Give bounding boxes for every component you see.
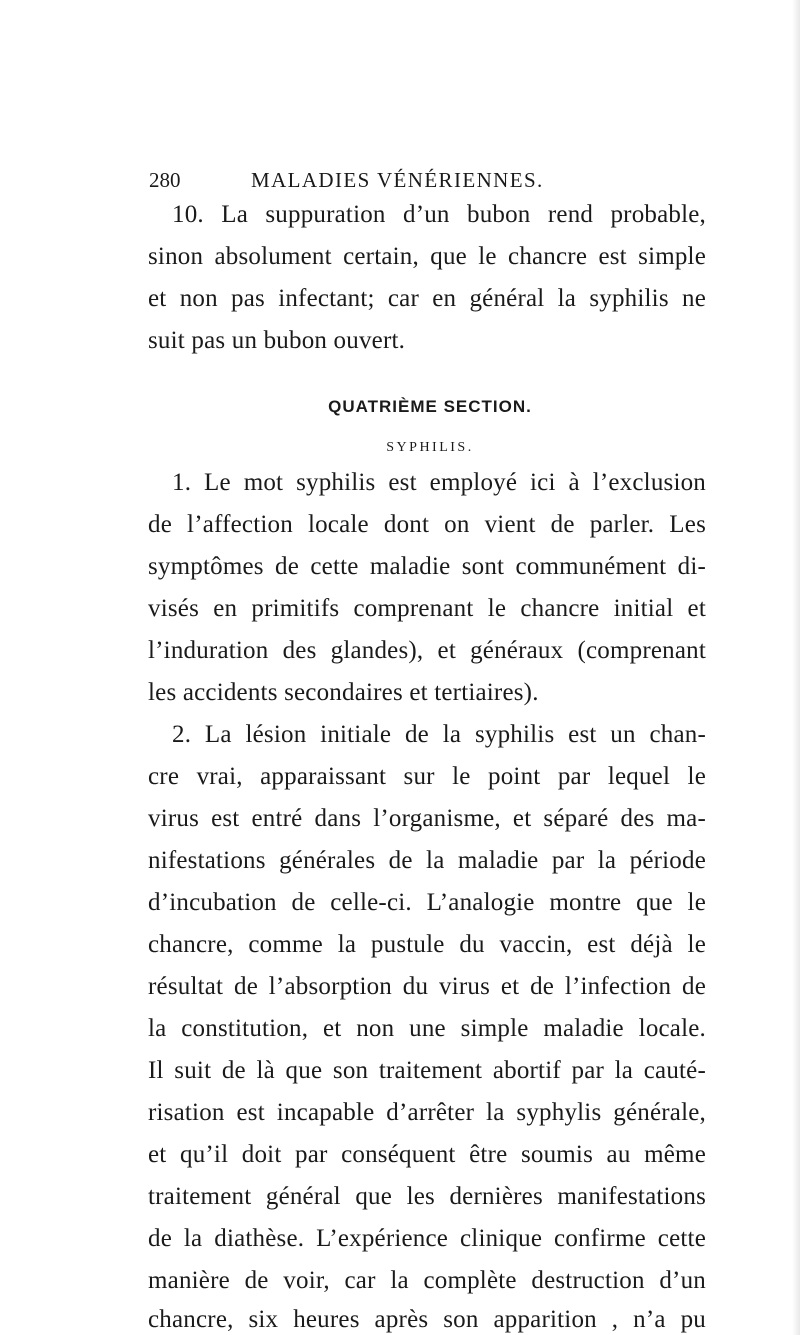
text-line: risation est incapable d’arrêter la syphylis générale,: [148, 1099, 706, 1126]
text-line: suit pas un bubon ouvert.: [148, 327, 406, 354]
text-line: Il suit de là que son traitement abortif par la cauté-: [148, 1057, 706, 1084]
text-line: la constitution, et non une simple maladie locale.: [148, 1015, 706, 1042]
text-line: d’incubation de celle-ci. L’analogie montre que le: [148, 889, 706, 916]
text-line: chancre, six heures après son apparition , n’a pu: [148, 1306, 706, 1333]
text-line: et non pas infectant; car en général la syphilis ne: [148, 285, 706, 312]
page-number: 280: [149, 168, 181, 192]
text-line: sinon absolument certain, que le chancre est simple: [148, 243, 706, 270]
text-line: visés en primitifs comprenant le chancre initial et: [148, 595, 706, 622]
text-line: traitement général que les dernières manifestations: [148, 1183, 706, 1210]
page-edge-shadow: [792, 0, 800, 1335]
text-line: l’induration des glandes), et généraux (comprenant: [148, 637, 706, 664]
text-line: manière de voir, car la complète destruction d’un: [148, 1267, 706, 1294]
text-line: de l’affection locale dont on vient de parler. Les: [148, 511, 706, 538]
section-subtitle: SYPHILIS.: [386, 440, 474, 455]
text-line: 1. Le mot syphilis est employé ici à l’exclusion: [172, 469, 706, 496]
text-line: résultat de l’absorption du virus et de l’infection de: [148, 973, 706, 1000]
text-line: de la diathèse. L’expérience clinique confirme cette: [148, 1225, 706, 1252]
running-title: MALADIES VÉNÉRIENNES.: [251, 168, 544, 192]
text-line: virus est entré dans l’organisme, et séparé des ma-: [148, 805, 706, 832]
text-line: 2. La lésion initiale de la syphilis est un chan-: [172, 721, 706, 748]
text-line: 10. La suppuration d’un bubon rend probable,: [172, 201, 706, 228]
text-line: cre vrai, apparaissant sur le point par lequel le: [148, 763, 706, 790]
section-title: QUATRIÈME SECTION.: [328, 397, 532, 416]
text-line: chancre, comme la pustule du vaccin, est déjà le: [148, 931, 706, 958]
page-header: [149, 168, 709, 198]
text-line: symptômes de cette maladie sont communément di-: [148, 553, 706, 580]
text-line: les accidents secondaires et tertiaires).: [148, 679, 539, 706]
text-line: nifestations générales de la maladie par la période: [148, 847, 706, 874]
text-line: et qu’il doit par conséquent être soumis au même: [148, 1141, 706, 1168]
